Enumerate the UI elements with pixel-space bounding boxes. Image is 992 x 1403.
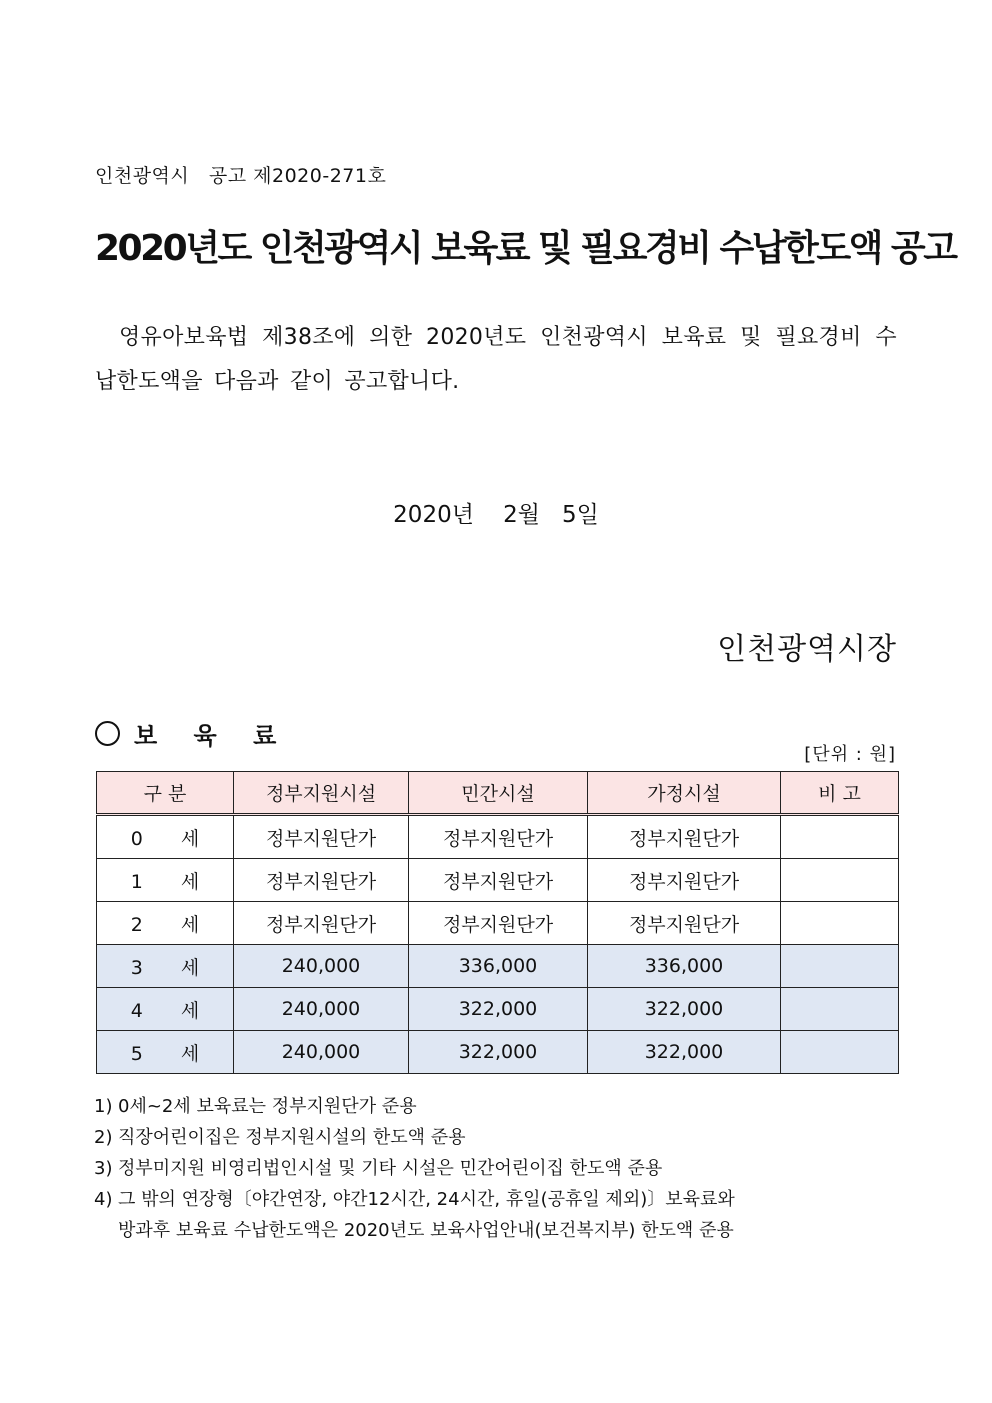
age-cell: 0 세 <box>97 815 234 859</box>
age-cell: 2 세 <box>97 902 234 945</box>
fee-table <box>96 771 899 1074</box>
home-fee-cell: 정부지원단가 <box>588 859 781 902</box>
remarks-cell <box>781 1031 899 1074</box>
column-header-remarks: 비 고 <box>781 772 899 815</box>
private-fee-cell: 정부지원단가 <box>409 815 588 859</box>
footnote-text: 직장어린이집은 정부지원시설의 한도액 준용 <box>118 1127 466 1148</box>
private-fee-cell: 322,000 <box>409 988 588 1031</box>
public-fee-cell: 정부지원단가 <box>234 902 409 945</box>
home-fee-cell: 322,000 <box>588 988 781 1031</box>
column-header-category: 구 분 <box>97 772 234 815</box>
private-fee-cell: 336,000 <box>409 945 588 988</box>
age-cell: 5 세 <box>97 1031 234 1074</box>
footnote-item <box>94 1153 735 1184</box>
page-title: 2020년도 인천광역시 보육료 및 필요경비 수납한도액 공고 <box>95 228 956 269</box>
public-fee-cell: 정부지원단가 <box>234 815 409 859</box>
footnote-number: 4) <box>94 1189 113 1210</box>
private-fee-cell: 정부지원단가 <box>409 859 588 902</box>
notice-date: 2020년 2월 5일 <box>393 502 599 528</box>
footnote-number: 1) <box>94 1096 113 1117</box>
fee-section-header <box>95 716 290 751</box>
home-fee-cell: 정부지원단가 <box>588 902 781 945</box>
circle-bullet-icon <box>95 721 120 746</box>
footnote-item <box>94 1184 735 1215</box>
table-row <box>97 945 899 988</box>
intro-paragraph: 영유아보육법 제38조에 의한 2020년도 인천광역시 보육료 및 필요경비 수납한도액을 다음과 같이 공고합니다. <box>95 325 897 394</box>
section-title: 보 육 료 <box>134 722 291 750</box>
footnote-number: 3) <box>94 1158 113 1179</box>
age-cell: 3 세 <box>97 945 234 988</box>
private-fee-cell: 322,000 <box>409 1031 588 1074</box>
footnote-item <box>94 1122 735 1153</box>
column-header-public: 정부지원시설 <box>234 772 409 815</box>
remarks-cell <box>781 988 899 1031</box>
remarks-cell <box>781 945 899 988</box>
remarks-cell <box>781 859 899 902</box>
home-fee-cell: 정부지원단가 <box>588 815 781 859</box>
table-row <box>97 859 899 902</box>
public-fee-cell: 240,000 <box>234 945 409 988</box>
column-header-private: 민간시설 <box>409 772 588 815</box>
age-cell: 1 세 <box>97 859 234 902</box>
home-fee-cell: 336,000 <box>588 945 781 988</box>
issuer-name: 인천광역시장 <box>717 632 897 667</box>
public-fee-cell: 240,000 <box>234 988 409 1031</box>
table-row <box>97 988 899 1031</box>
footnote-text: 그 밖의 연장형〔야간연장, 야간12시간, 24시간, 휴일(공휴일 제외)〕보육료와 <box>118 1189 735 1210</box>
footnote-item <box>94 1091 735 1122</box>
table-row <box>97 1031 899 1074</box>
public-fee-cell: 240,000 <box>234 1031 409 1074</box>
footnote-continuation: 방과후 보육료 수납한도액은 2020년도 보육사업안내(보건복지부) 한도액 준용 <box>118 1220 734 1241</box>
footnote-text: 0세~2세 보육료는 정부지원단가 준용 <box>118 1096 417 1117</box>
unit-label: [단위 : 원] <box>804 744 896 765</box>
public-fee-cell: 정부지원단가 <box>234 859 409 902</box>
table-row <box>97 902 899 945</box>
home-fee-cell: 322,000 <box>588 1031 781 1074</box>
footnotes <box>94 1091 735 1246</box>
notice-number: 인천광역시 공고 제2020-271호 <box>95 165 387 187</box>
remarks-cell <box>781 815 899 859</box>
age-cell: 4 세 <box>97 988 234 1031</box>
column-header-home: 가정시설 <box>588 772 781 815</box>
footnote-number: 2) <box>94 1127 113 1148</box>
private-fee-cell: 정부지원단가 <box>409 902 588 945</box>
footnote-text: 정부미지원 비영리법인시설 및 기타 시설은 민간어린이집 한도액 준용 <box>118 1158 663 1179</box>
table-row <box>97 815 899 859</box>
remarks-cell <box>781 902 899 945</box>
table-header-row <box>97 772 899 815</box>
